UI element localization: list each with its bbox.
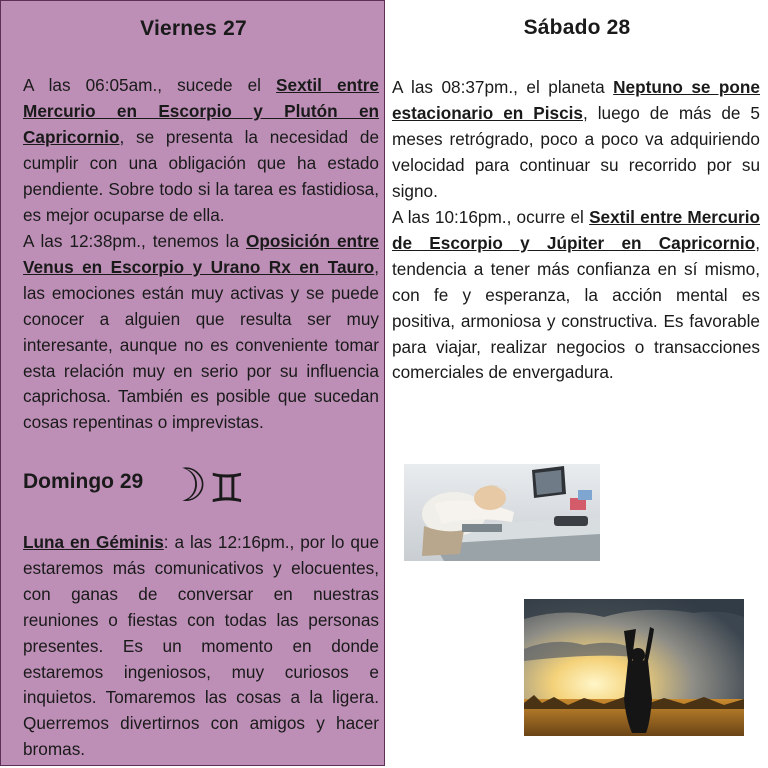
saturday-p1-aspect-link[interactable]: Neptuno se pone estacionario en Piscis: [392, 77, 760, 123]
saturday-heading: Sábado 28: [523, 16, 631, 39]
friday-p2-intro: A las 12:38pm., tenemos la: [23, 231, 246, 251]
saturday-p2-aspect-link[interactable]: Sextil entre Mercurio de Escorpio y Júpiter en Capricornio: [392, 207, 760, 253]
left-column-panel: [0, 0, 385, 766]
saturday-p2-intro: A las 10:16pm., ocurre el: [392, 207, 590, 227]
sunday-paragraph-1: [23, 530, 379, 763]
saturday-p2-body: , tendencia a tener más confianza en sí mismo, con fe y esperanza, la acción mental es positiva, armoniosa y constructiva. Es favorable para viajar, realizar negocios o transacciones comerciales de envergadura.: [392, 232, 760, 383]
saturday-paragraph-1: [392, 75, 760, 205]
friday-p1-intro: A las 06:05am., sucede el: [23, 75, 277, 95]
friday-p2-body: , las emociones están muy activas y se puede conocer a alguien que resulta ser muy interesante, aunque no es conveniente tomar esta relación muy en serio por su influencia caprichosa. También es posible que sucedan cosas repentinas o imprevistas.: [23, 256, 379, 433]
moon-icon: ☽: [166, 458, 208, 512]
sunday-p1-aspect-link[interactable]: Luna en Géminis: [23, 532, 164, 552]
friday-p1-aspect-link[interactable]: Sextil entre Mercurio en Escorpio y Plutón en Capricornio: [23, 75, 379, 147]
friday-paragraph-2: [23, 229, 379, 436]
friday-heading: Viernes 27: [140, 17, 247, 40]
gemini-icon: ♊: [209, 466, 245, 512]
tired-office-worker-image: [404, 464, 600, 561]
saturday-paragraph-2: [392, 205, 760, 386]
sunday-heading-row: [23, 458, 283, 513]
friday-paragraph-1: [23, 73, 379, 228]
sunday-heading: Domingo 29: [23, 470, 144, 493]
friday-p2-aspect-link[interactable]: Oposición entre Venus en Escorpio y Urano Rx en Tauro: [23, 231, 379, 277]
sunday-p1-body: : a las 12:16pm., por lo que estaremos más comunicativos y elocuentes, con ganas de conversar en nuestras reuniones o fiestas con todas las personas presentes. Es un momento en donde estaremos ingeniosos, muy curiosos e inquietos. Tomaremos las cosas a la ligera. Querremos divertirnos con amigos y hacer bromas.: [23, 532, 380, 760]
saturday-p1-intro: A las 08:37pm., el planeta: [392, 77, 614, 97]
sunset-silhouette-image: [524, 599, 744, 736]
friday-p1-body: , se presenta la necesidad de cumplir con una obligación que ha estado pendiente. Sobre todo si la tarea es fastidiosa, es mejor ocuparse de ella.: [23, 126, 379, 225]
saturday-p1-body: , luego de más de 5 meses retrógrado, poco a poco va adquiriendo velocidad para continuar su recorrido por su signo.: [392, 102, 760, 201]
